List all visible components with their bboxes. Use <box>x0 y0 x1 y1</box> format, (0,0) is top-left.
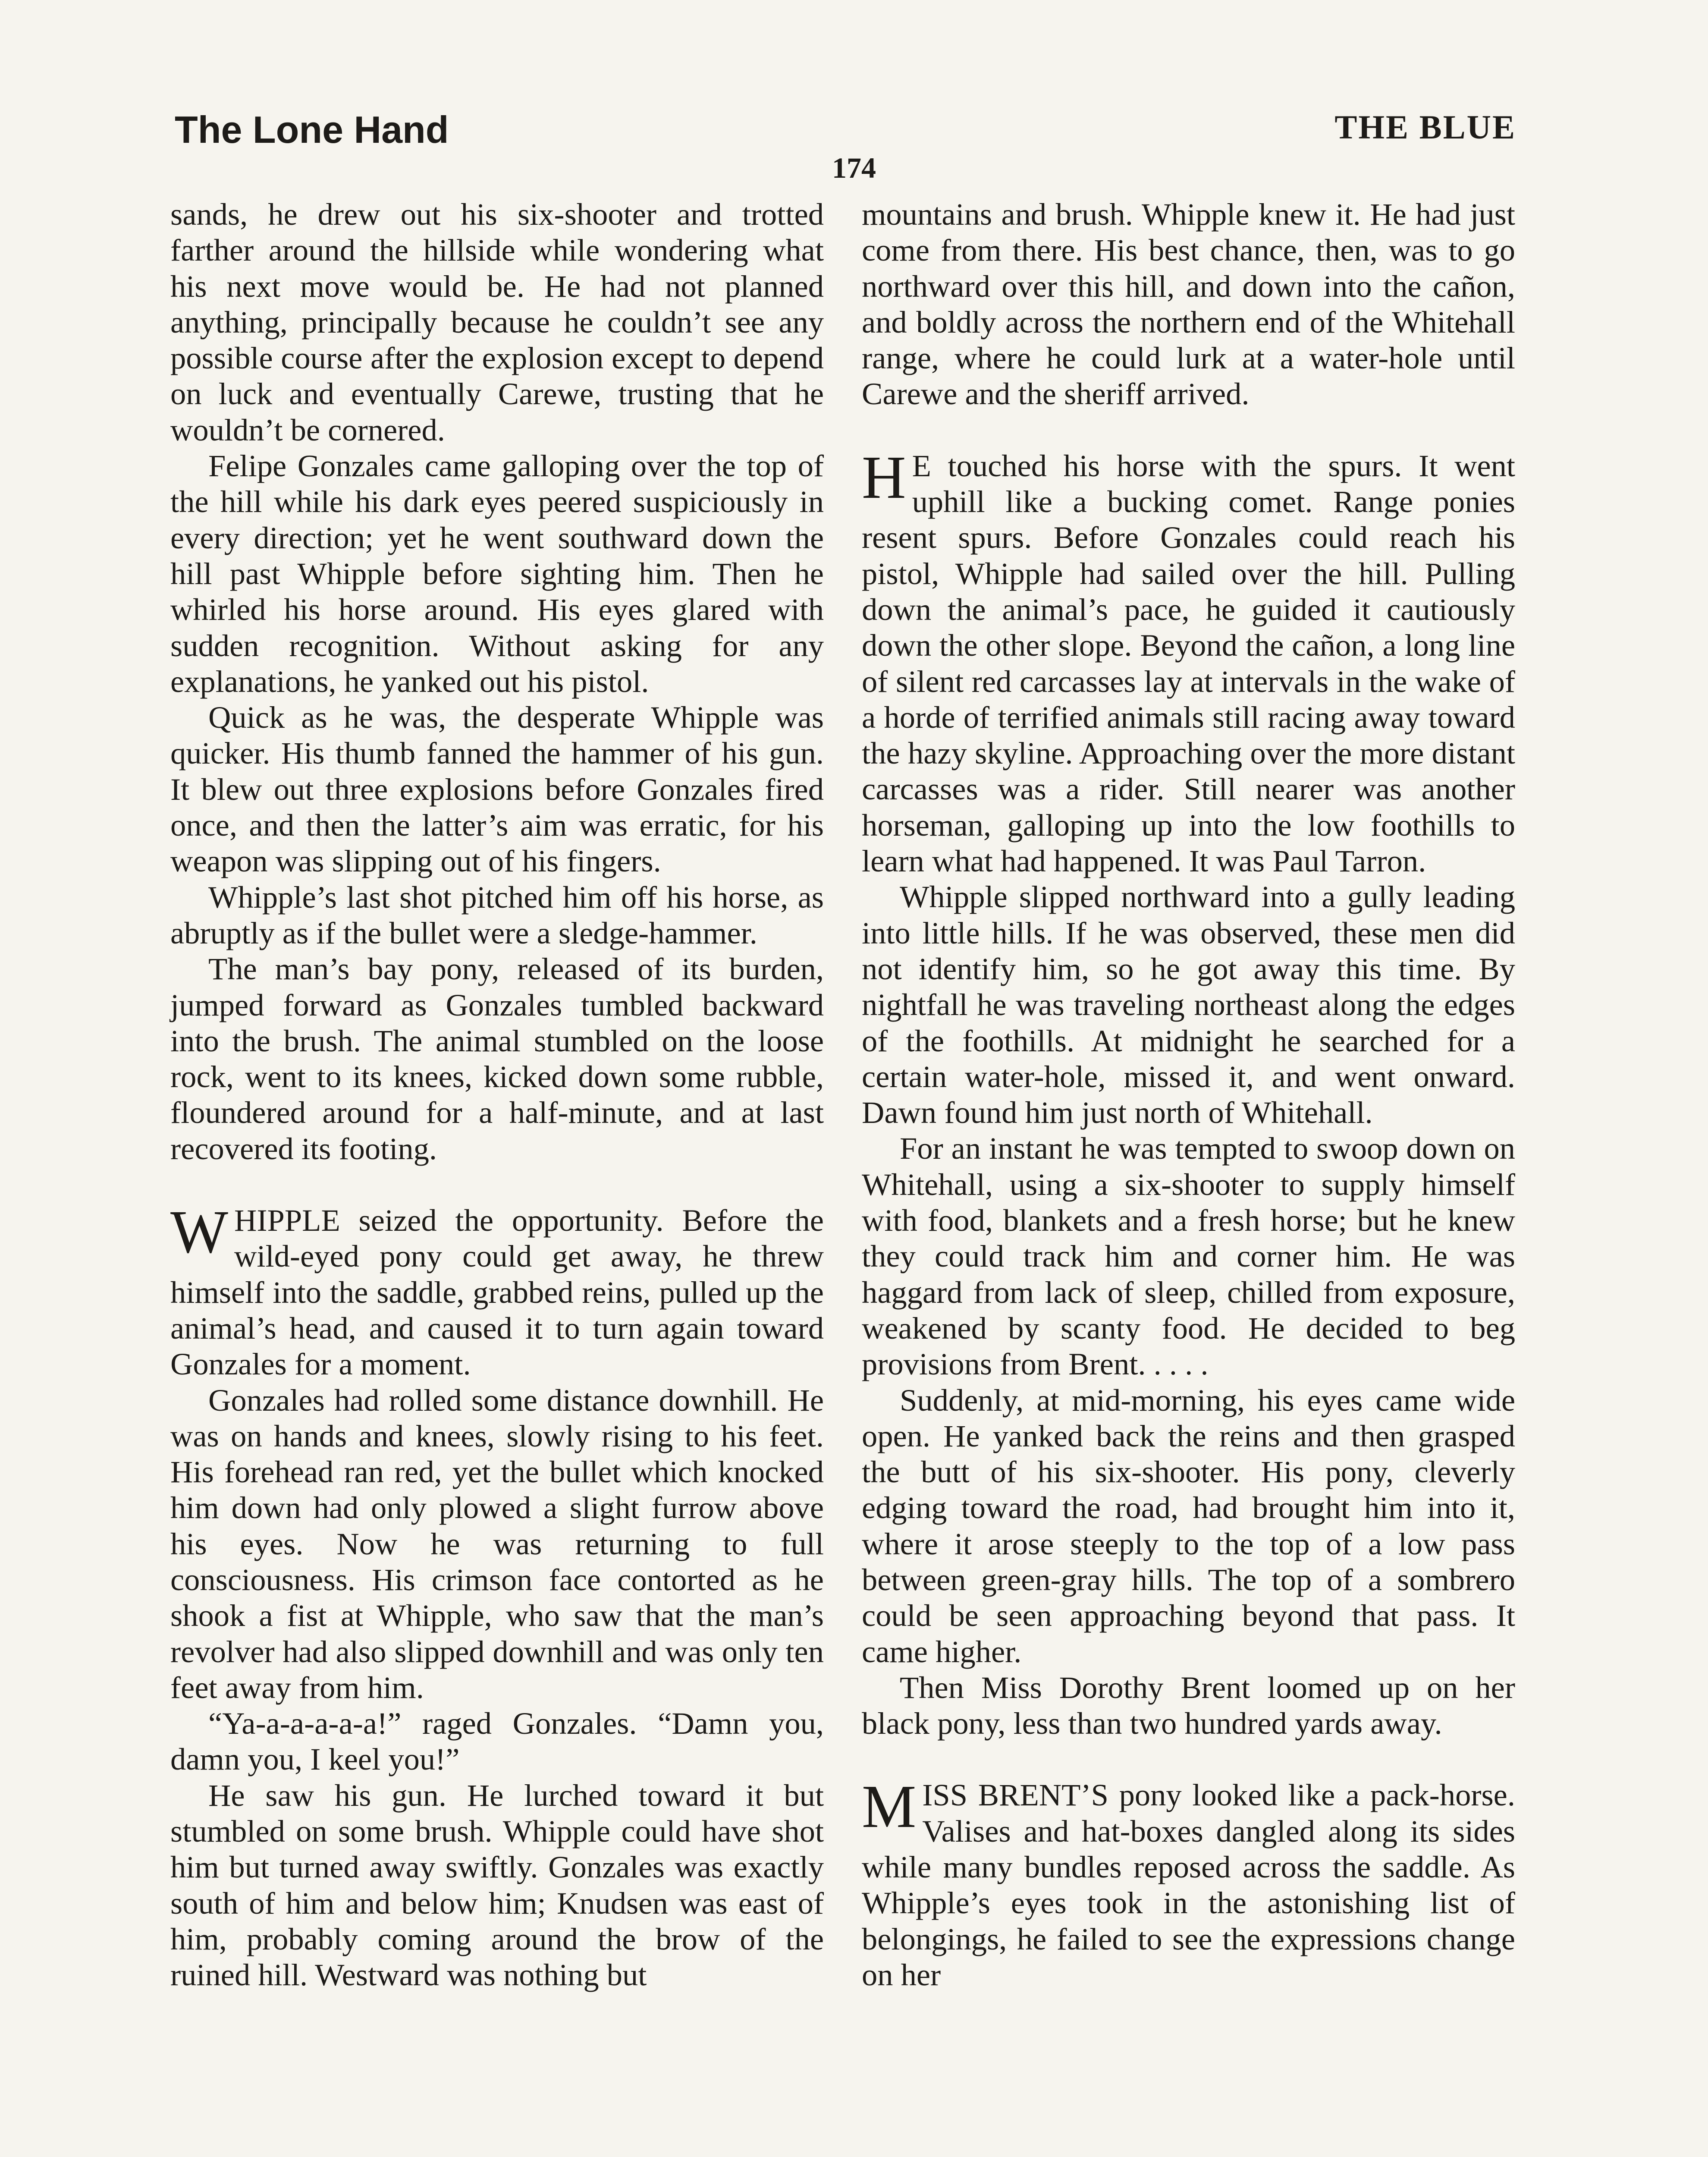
paragraph: Suddenly, at mid-morning, his eyes came wide open. He yanked back the reins and then grasped the butt of his six-shooter. His pony, cleverly edging toward the road, had brought him into it, where it arose steeply to the top of a low pass between green-gray hills. The top of a sombrero could be seen approaching beyond that pass. It came higher. <box>862 1382 1515 1669</box>
drop-cap: H <box>862 443 906 511</box>
magazine-title: The Lone Hand <box>175 108 449 151</box>
drop-cap: W <box>170 1198 229 1266</box>
paragraph-text: HIPPLE seized the opportunity. Before the wild-eyed pony could get away, he threw himself into the saddle, grabbed reins, pulled up the animal’s head, and caused it to turn again toward Gonzales for a moment. <box>170 1203 824 1382</box>
paragraph: sands, he drew out his six-shooter and trotted farther around the hillside while wondering what his next move would be. He had not planned anything, principally because he couldn’t see any possible course after the explosion except to depend on luck and eventually Carewe, trusting that he wouldn’t be cornered. <box>170 197 824 447</box>
paragraph: Then Miss Dorothy Brent loomed up on her black pony, less than two hundred yards away. <box>862 1670 1515 1741</box>
section-opening-paragraph <box>862 443 1515 879</box>
paragraph-text: E touched his horse with the spurs. It went uphill like a bucking comet. Range ponies resent spurs. Before Gonzales could reach his pistol, Whipple had sailed over the hill. Pulling down the animal’s pace, he guided it cautiously down the other slope. Beyond the cañon, a long line of silent red carcasses lay at intervals in the wake of a horde of terrified animals still racing away toward the hazy skyline. Approaching over the more distant carcasses was a rider. Still nearer was another horseman, galloping up into the low foothills to learn what had happened. It was Paul Tarron. <box>862 448 1515 879</box>
drop-cap: M <box>862 1772 917 1841</box>
section-opening-paragraph <box>170 1198 824 1382</box>
story-title: THE BLUE <box>1334 108 1516 146</box>
paragraph: Whipple slipped northward into a gully leading into little hills. If he was observed, these men did not identify him, so he got away this time. By nightfall he was traveling northeast along the edges of the foothills. At midnight he searched for a certain water-hole, missed it, and went onward. Dawn found him just north of Whitehall. <box>862 879 1515 1130</box>
paragraph: For an instant he was tempted to swoop down on Whitehall, using a six-shooter to supply himself with food, blankets and a fresh horse; but he knew they could track him and corner him. He was haggard from lack of sleep, chilled from exposure, weakened by scanty food. He decided to beg provisions from Brent. . . . . <box>862 1131 1515 1382</box>
paragraph: He saw his gun. He lurched toward it but stumbled on some brush. Whipple could have shot him but turned away swiftly. Gonzales was exactly south of him and below him; Knudsen was east of him, probably coming around the brow of the ruined hill. Westward was nothing but <box>170 1777 824 1993</box>
paragraph: Gonzales had rolled some distance downhill. He was on hands and knees, slowly rising to his feet. His forehead ran red, yet the bullet which knocked him down had only plowed a slight furrow above his eyes. Now he was returning to full consciousness. His crimson face contorted as he shook a fist at Whipple, who saw that the man’s revolver had also slipped downhill and was only ten feet away from him. <box>170 1382 824 1705</box>
page-number: 174 <box>832 151 876 184</box>
paragraph-text: ISS BRENT’S pony looked like a pack-horse. Valises and hat-boxes dangled along its sides while many bundles reposed across the saddle. As Whipple’s eyes took in the astonishing list of belongings, he failed to see the expressions change on her <box>862 1777 1515 1992</box>
paragraph: The man’s bay pony, released of its burden, jumped forward as Gonzales tumbled backward into the brush. The animal stumbled on the loose rock, went to its knees, kicked down some rubble, floundered around for a half-minute, and at last recovered its footing. <box>170 951 824 1166</box>
right-column <box>862 196 1515 1993</box>
section-opening-paragraph <box>862 1772 1515 1993</box>
paragraph: Whipple’s last shot pitched him off his horse, as abruptly as if the bullet were a sledge-hammer. <box>170 879 824 950</box>
paragraph: Quick as he was, the desperate Whipple was quicker. His thumb fanned the hammer of his gun. It blew out three explosions before Gonzales fired once, and then the latter’s aim was erratic, for his weapon was slipping out of his fingers. <box>170 700 824 879</box>
left-column <box>170 196 824 1993</box>
paragraph: “Ya-a-a-a-a-a!” raged Gonzales. “Damn you, damn you, I keel you!” <box>170 1706 824 1777</box>
paragraph: Felipe Gonzales came galloping over the top of the hill while his dark eyes peered suspiciously in every direction; yet he went southward down the hill past Whipple before sighting him. Then he whirled his horse around. His eyes glared with sudden recognition. Without asking for any explanations, he yanked out his pistol. <box>170 448 824 699</box>
paragraph: mountains and brush. Whipple knew it. He had just come from there. His best chance, then, was to go northward over this hill, and down into the cañon, and boldly across the northern end of the Whitehall range, where he could lurk at a water-hole until Carewe and the sheriff arrived. <box>862 197 1515 412</box>
